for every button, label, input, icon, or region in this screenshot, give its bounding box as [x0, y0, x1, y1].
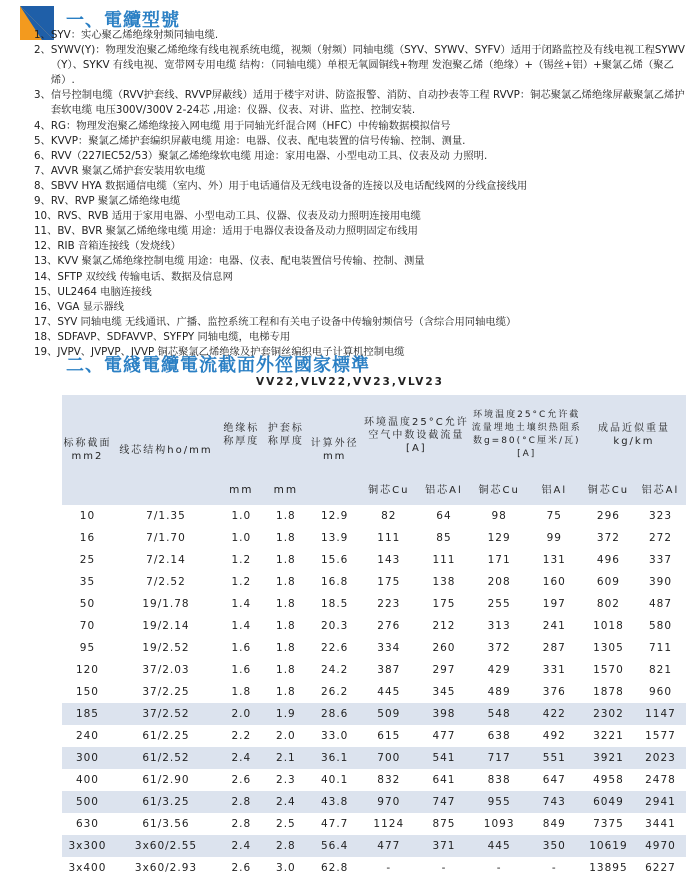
header-insulation-thickness: 绝缘标称厚度 [219, 395, 264, 475]
table-cell: 1.2 [231, 554, 252, 566]
table-cell: 2.3 [276, 774, 296, 786]
list-item-text: 信号控制电缆（RVV护套线、RVVP屏蔽线）适用于楼宇对讲、防盗报警、消防、自动抄表等工程 RVVP：铜芯聚氯乙烯绝缘屏蔽聚氯乙烯护套软电缆 电压300V/300V 2-24芯 ,用途：仪器、仪表、对讲、监控、控制安装. [50, 89, 685, 117]
table-cell: 717 [472, 747, 527, 769]
table-cell: - [386, 862, 392, 874]
table-cell: 37/2.52 [113, 703, 219, 725]
list-item-text: RV、RVP 聚氯乙烯绝缘电缆 [50, 195, 181, 208]
table-cell: 175 [432, 598, 456, 610]
table-cell: 647 [542, 774, 566, 786]
table-cell: 2.0 [276, 730, 296, 742]
table-cell: 445 [377, 686, 401, 698]
table-row [62, 835, 686, 857]
table-cell: 2.0 [219, 703, 264, 725]
table-cell: 2.4 [219, 835, 264, 857]
table-cell: 40.1 [320, 774, 349, 786]
table-cell: 875 [432, 818, 456, 830]
table-cell: 960 [648, 686, 672, 698]
table-cell: 7/1.70 [146, 532, 186, 544]
table-cell: 1.9 [264, 703, 309, 725]
table-cell: 22.6 [320, 642, 349, 654]
table-cell: 185 [62, 703, 113, 725]
list-item [34, 254, 688, 269]
table-title: VV22,VLV22,VV23,VLV23 [256, 376, 444, 388]
list-item [34, 149, 688, 164]
table-cell: 1.6 [231, 664, 252, 676]
table-cell: 61/3.25 [113, 791, 219, 813]
table-cell: 802 [596, 598, 620, 610]
table-cell: 62.8 [320, 862, 349, 874]
table-cell: 2.8 [264, 835, 309, 857]
table-cell: 541 [416, 747, 471, 769]
section-title-cable-types: 一、電纜型號 [66, 10, 180, 31]
table-cell: 2.4 [264, 791, 309, 813]
list-item-number: 18、 [34, 330, 58, 343]
header-air-copper: 铜芯Cu [361, 475, 416, 505]
table-row [62, 791, 686, 813]
list-item-text: RVS、RVB 适用于家用电器、小型电动工具、仪器、仪表及动力照明连接用电缆 [57, 210, 421, 223]
table-cell: 6227 [645, 862, 676, 874]
table-cell: 2478 [645, 774, 676, 786]
table-cell: 276 [377, 620, 401, 632]
list-item-text: VGA 显示器线 [57, 300, 124, 313]
list-item-number: 2、 [34, 44, 51, 57]
table-cell: 98 [491, 510, 507, 522]
table-cell: 390 [648, 576, 672, 588]
table-cell: 2.5 [276, 818, 296, 830]
table-cell: 509 [361, 703, 416, 725]
list-item-number: 11、 [34, 225, 58, 238]
list-item-text: BV、BVR 聚氯乙烯绝缘电缆 用途：适用于电器仪表设备及动力照明固定布线用 [57, 225, 418, 238]
list-item-number: 12、 [34, 240, 58, 253]
table-cell: 500 [62, 791, 113, 813]
table-cell: 260 [432, 642, 456, 654]
table-row [62, 681, 686, 703]
table-cell: 212 [432, 620, 456, 632]
table-cell: 95 [79, 642, 96, 654]
list-item-text: SYV 同轴电缆 无线通讯、广播、监控系统工程和有关电子设备中传输射频信号（含综合用同轴电缆） [57, 315, 517, 328]
table-cell: 64 [436, 510, 452, 522]
list-item-text: JVPV、JVPVP、JVVP 铜芯聚氯乙烯绝缘及护套铜丝编织电子计算机控制电缆 [57, 345, 405, 358]
table-cell: 35 [79, 576, 96, 588]
table-cell: 33.0 [320, 730, 349, 742]
table-cell: 323 [648, 510, 672, 522]
table-cell: 337 [648, 554, 672, 566]
table-cell: 371 [416, 835, 471, 857]
table-cell: 747 [416, 791, 471, 813]
table-cell: 10 [79, 510, 96, 522]
table-cell: 3.0 [276, 862, 296, 874]
list-item-text: SFTP 双绞线 传输电话、数据及信息网 [57, 270, 233, 283]
table-cell: 138 [432, 576, 456, 588]
table-cell: 28.6 [308, 703, 361, 725]
table-cell: 345 [432, 686, 456, 698]
table-cell: 61/2.25 [142, 730, 190, 742]
table-cell: 2302 [582, 703, 635, 725]
table-cell: - [496, 862, 502, 874]
table-row [62, 593, 686, 615]
table-cell: 2.2 [231, 730, 252, 742]
table-cell: 3921 [582, 747, 635, 769]
table-cell: 13.9 [320, 532, 349, 544]
table-cell: 12.9 [320, 510, 349, 522]
table-cell: 2.6 [231, 774, 252, 786]
table-cell: 223 [377, 598, 401, 610]
table-cell: 25 [79, 554, 96, 566]
table-cell: 1.8 [276, 620, 296, 632]
header-approx-weight: 成品近似重量kg/km [582, 395, 686, 475]
cable-spec-table [62, 395, 686, 879]
list-item-number: 17、 [34, 315, 58, 328]
table-cell: 7/2.14 [146, 554, 186, 566]
table-cell: 197 [542, 598, 566, 610]
table-cell: 1.8 [276, 664, 296, 676]
table-row [62, 769, 686, 791]
list-item-number: 9、 [34, 195, 51, 208]
table-cell: 171 [487, 554, 511, 566]
list-item [34, 194, 688, 209]
list-item [34, 209, 688, 224]
table-cell: 37/2.03 [142, 664, 190, 676]
table-cell: 1.8 [276, 554, 296, 566]
header-outer-diameter: 计算外径mm [308, 395, 361, 505]
list-item-number: 14、 [34, 270, 58, 283]
table-cell: 61/2.90 [142, 774, 190, 786]
list-item-number: 3、 [34, 89, 51, 102]
list-item [34, 315, 688, 330]
table-cell: 445 [472, 835, 527, 857]
list-item-text: KVV 聚氯乙烯绝缘控制电缆 用途：电器、仪表、配电装置信号传输、控制、测量 [57, 255, 425, 268]
table-cell: 160 [542, 576, 566, 588]
table-row [62, 505, 686, 527]
table-cell: 331 [542, 664, 566, 676]
list-item-number: 10、 [34, 210, 58, 223]
table-cell: 1.8 [231, 686, 252, 698]
table-cell: 111 [432, 554, 456, 566]
table-cell: 99 [546, 532, 562, 544]
table-cell: 422 [527, 703, 582, 725]
list-item-number: 7、 [34, 164, 51, 177]
list-item-text: SDFAVP、SDFAVVP、SYFPY 同轴电缆，电梯专用 [57, 330, 291, 343]
table-row [62, 747, 686, 769]
table-cell: - [551, 862, 557, 874]
table-cell: 400 [75, 774, 99, 786]
header-weight-aluminum: 铝芯Al [635, 475, 686, 505]
table-cell: 1.0 [231, 510, 252, 522]
table-cell: 1018 [593, 620, 624, 632]
table-cell: 1.8 [276, 510, 296, 522]
table-cell: 487 [648, 598, 672, 610]
list-item-number: 4、 [34, 119, 51, 132]
table-row [62, 659, 686, 681]
table-cell: 1.8 [276, 686, 296, 698]
table-cell: 70 [79, 620, 96, 632]
table-cell: 2.4 [219, 747, 264, 769]
table-cell: 1.0 [231, 532, 252, 544]
table-cell: 85 [436, 532, 452, 544]
table-cell: 19/2.14 [142, 620, 190, 632]
table-cell: 240 [75, 730, 99, 742]
list-item [34, 239, 688, 254]
list-item-number: 13、 [34, 255, 58, 268]
table-cell: 3x60/2.93 [134, 862, 198, 874]
table-cell: 36.1 [308, 747, 361, 769]
table-cell: 297 [432, 664, 456, 676]
list-item [34, 88, 688, 118]
table-cell: 24.2 [320, 664, 349, 676]
table-cell: 4958 [593, 774, 624, 786]
table-cell: 82 [381, 510, 397, 522]
header-air-aluminum: 铝芯Al [416, 475, 471, 505]
table-cell: 75 [546, 510, 562, 522]
table-cell: 821 [648, 664, 672, 676]
list-item-text: SBVV HYA 数据通信电缆（室内、外）用于电话通信及无线电设备的连接以及电话配线网的分线盒接线用 [50, 179, 528, 192]
header-sheath-unit: mm [264, 475, 309, 505]
table-cell: 955 [472, 791, 527, 813]
table-cell: 1570 [593, 664, 624, 676]
list-item-number: 16、 [34, 300, 58, 313]
table-cell: 300 [62, 747, 113, 769]
header-sheath-thickness: 护套标称厚度 [264, 395, 309, 475]
cable-type-list [34, 28, 688, 360]
list-item-number: 15、 [34, 285, 58, 298]
table-cell: 131 [542, 554, 566, 566]
list-item [34, 179, 688, 194]
list-item-number: 8、 [34, 179, 51, 192]
table-cell: 3x400 [68, 862, 107, 874]
table-cell: 609 [596, 576, 620, 588]
list-item-number: 5、 [34, 134, 51, 147]
table-cell: 970 [361, 791, 416, 813]
table-cell: 1.4 [231, 598, 252, 610]
table-cell: 16.8 [320, 576, 349, 588]
table-row [62, 637, 686, 659]
list-item [34, 28, 688, 43]
table-cell: 1.6 [231, 642, 252, 654]
table-cell: 2941 [635, 791, 686, 813]
list-item-text: RIB 音箱连接线（发烧线） [57, 240, 181, 253]
table-row [62, 527, 686, 549]
table-cell: 7/2.52 [146, 576, 186, 588]
list-item-text: SYV：实心聚乙烯绝缘射频同轴电缆. [50, 29, 219, 41]
table-cell: 19/2.52 [142, 642, 190, 654]
list-item [34, 330, 688, 345]
table-cell: 641 [432, 774, 456, 786]
table-cell: 700 [361, 747, 416, 769]
table-cell: 143 [377, 554, 401, 566]
table-cell: 372 [487, 642, 511, 654]
table-cell: 129 [487, 532, 511, 544]
list-item-text: AVVR 聚氯乙烯护套安装用软电缆 [50, 164, 206, 177]
table-cell: 615 [377, 730, 401, 742]
table-cell: 1.4 [231, 620, 252, 632]
table-cell: 313 [487, 620, 511, 632]
table-cell: 56.4 [308, 835, 361, 857]
table-cell: 2.8 [231, 818, 252, 830]
table-cell: 638 [487, 730, 511, 742]
table-cell: 3x60/2.55 [113, 835, 219, 857]
table-cell: 1093 [483, 818, 515, 830]
table-cell: 10619 [582, 835, 635, 857]
table-cell: 3441 [645, 818, 676, 830]
table-cell: 630 [75, 818, 99, 830]
table-cell: 429 [487, 664, 511, 676]
table-cell: 1.8 [276, 598, 296, 610]
table-cell: 6049 [582, 791, 635, 813]
header-soil-aluminum: 铝Al [527, 475, 582, 505]
table-cell: 1.8 [276, 642, 296, 654]
table-cell: 376 [542, 686, 566, 698]
table-cell: 387 [377, 664, 401, 676]
table-cell: - [441, 862, 447, 874]
table-cell: 50 [79, 598, 96, 610]
table-cell: 208 [487, 576, 511, 588]
table-cell: 477 [432, 730, 456, 742]
list-item [34, 285, 688, 300]
table-cell: 61/3.56 [142, 818, 190, 830]
list-item [34, 300, 688, 315]
table-cell: 1124 [373, 818, 405, 830]
list-item-number: 6、 [34, 149, 51, 162]
table-cell: 111 [377, 532, 401, 544]
table-cell: 175 [377, 576, 401, 588]
table-row [62, 703, 686, 725]
table-cell: 548 [472, 703, 527, 725]
table-cell: 1147 [635, 703, 686, 725]
table-cell: 15.6 [320, 554, 349, 566]
header-weight-copper: 铜芯Cu [582, 475, 635, 505]
table-row [62, 857, 686, 879]
table-row [62, 813, 686, 835]
table-cell: 13895 [589, 862, 628, 874]
table-cell: 489 [487, 686, 511, 698]
table-cell: 287 [542, 642, 566, 654]
table-cell: 272 [648, 532, 672, 544]
list-item-text: SYWV(Y)：物理发泡聚乙烯绝缘有线电视系统电缆，视频（射频）同轴电缆（SYV、SYWV、SYFV）适用于闭路监控及有线电视工程SYWV（Y）、SYKV 有线电视、宽带网专用电缆 结构：（同轴电缆）单根无氧圆铜线+物理 发泡聚乙烯（绝缘）+（锡丝+铝）+聚氯乙烯（聚乙烯）. [50, 44, 685, 87]
header-soil-current: 环境温度25°C允许截流量埋地土壤织热阻系数g=80(°C厘米/瓦)[A] [472, 395, 582, 475]
table-cell: 398 [416, 703, 471, 725]
list-item [34, 270, 688, 285]
cable-spec-table-body [62, 505, 686, 879]
list-item-number: 1、 [34, 29, 51, 41]
table-cell: 2.6 [231, 862, 252, 874]
table-cell: 1.8 [276, 576, 296, 588]
list-item-text: UL2464 电脑连接线 [57, 285, 152, 298]
table-cell: 43.8 [308, 791, 361, 813]
table-row [62, 549, 686, 571]
list-item [34, 134, 688, 149]
table-cell: 19/1.78 [142, 598, 190, 610]
table-cell: 241 [542, 620, 566, 632]
table-cell: 743 [527, 791, 582, 813]
table-cell: 2.1 [264, 747, 309, 769]
table-cell: 1305 [593, 642, 624, 654]
list-item [34, 119, 688, 134]
table-cell: 7375 [593, 818, 624, 830]
table-cell: 3x300 [62, 835, 113, 857]
table-cell: 47.7 [320, 818, 349, 830]
list-item-text: RG：物理发泡聚乙烯绝缘接入网电缆 用于同轴光纤混合网（HFC）中传输数据模拟信号 [50, 119, 451, 132]
header-soil-copper: 铜芯Cu [472, 475, 527, 505]
table-cell: 150 [75, 686, 99, 698]
header-nominal-area: 标称截面mm2 [62, 395, 113, 505]
table-cell: 61/2.52 [113, 747, 219, 769]
table-row [62, 615, 686, 637]
table-cell: 20.3 [320, 620, 349, 632]
table-cell: 334 [377, 642, 401, 654]
table-cell: 350 [527, 835, 582, 857]
table-cell: 372 [596, 532, 620, 544]
list-item-text: RVV（227IEC52/53）聚氯乙烯绝缘软电缆 用途：家用电器、小型电动工具、仪表及动 力照明. [50, 149, 488, 162]
table-cell: 4970 [635, 835, 686, 857]
table-cell: 711 [648, 642, 672, 654]
table-cell: 838 [487, 774, 511, 786]
header-core-structure: 线芯结构ho/mm [113, 395, 219, 505]
table-cell: 16 [79, 532, 96, 544]
table-row [62, 725, 686, 747]
table-cell: 580 [648, 620, 672, 632]
list-item [34, 43, 688, 88]
table-cell: 2.8 [219, 791, 264, 813]
header-insulation-unit: mm [219, 475, 264, 505]
table-row [62, 571, 686, 593]
table-cell: 477 [361, 835, 416, 857]
table-cell: 26.2 [320, 686, 349, 698]
table-cell: 1577 [645, 730, 676, 742]
table-cell: 255 [487, 598, 511, 610]
table-cell: 7/1.35 [146, 510, 186, 522]
table-cell: 496 [596, 554, 620, 566]
list-item [34, 164, 688, 179]
table-cell: 2023 [635, 747, 686, 769]
table-cell: 832 [377, 774, 401, 786]
table-cell: 296 [596, 510, 620, 522]
table-cell: 849 [542, 818, 566, 830]
table-cell: 3221 [593, 730, 624, 742]
list-item-text: KVVP：聚氯乙烯护套编织屏蔽电缆 用途：电器、仪表、配电装置的信号传输、控制、测量. [50, 134, 466, 147]
section-title-national-standard: 二、電綫電纜電流截面外徑國家標準 [66, 355, 370, 376]
list-item-number: 19、 [34, 345, 58, 358]
table-cell: 1.8 [276, 532, 296, 544]
table-cell: 551 [527, 747, 582, 769]
header-air-current: 环境温度25°C允许空气中数设截流量[A] [361, 395, 471, 475]
table-cell: 492 [542, 730, 566, 742]
list-item [34, 224, 688, 239]
table-cell: 1878 [593, 686, 624, 698]
table-cell: 37/2.25 [142, 686, 190, 698]
table-cell: 120 [75, 664, 99, 676]
table-cell: 1.2 [231, 576, 252, 588]
table-cell: 18.5 [320, 598, 349, 610]
